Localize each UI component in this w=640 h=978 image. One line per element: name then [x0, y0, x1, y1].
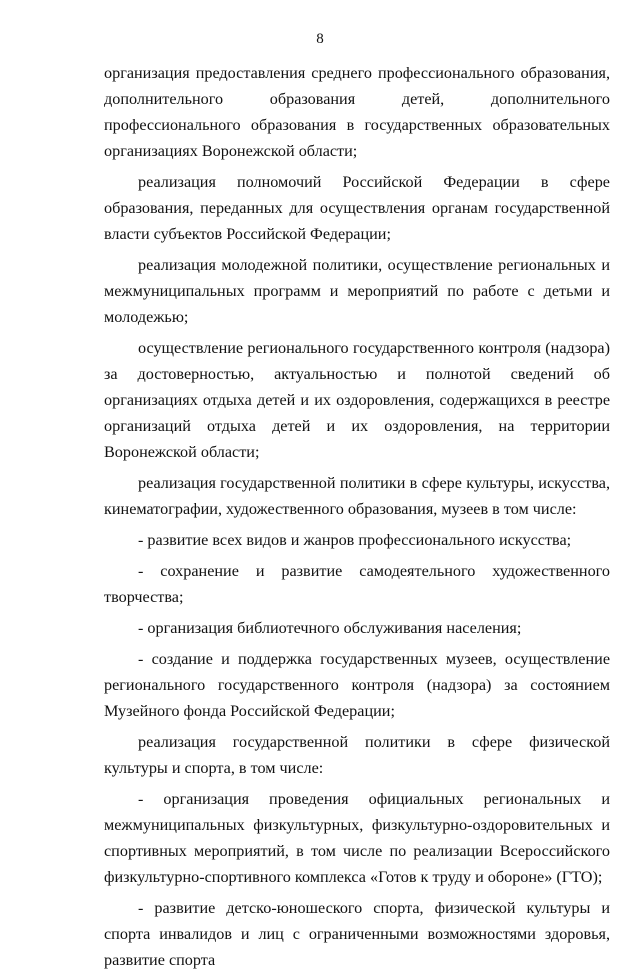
text-line: детей и их оздоровления, содержащихся в реестре организаций отдыха детей — [104, 391, 611, 435]
text-line: - сохранение и развитие самодеятельного художественного творчества; — [104, 562, 610, 606]
text-line: образования в государственных образовательных организациях Воронежской — [104, 116, 610, 160]
paragraph — [104, 470, 610, 522]
text-line: фонда Российской Федерации; — [183, 702, 395, 720]
text-line: - организация библиотечного обслуживания населения; — [138, 619, 522, 637]
text-line: Российской Федерации; — [226, 225, 391, 243]
text-line: области; — [298, 142, 358, 160]
text-line: межмуниципальных физкультурных, физкультурно-оздоровительных и — [104, 816, 610, 834]
text-line: межмуниципальных программ и мероприятий по работе с детьми и — [104, 282, 610, 300]
text-line: реализация государственной политики в сфере физической культуры и — [104, 733, 610, 777]
text-line: молодежью; — [104, 308, 189, 326]
text-line: реализация государственной политики в сфере культуры, искусства, — [138, 474, 610, 492]
text-line: инвалидов и лиц с ограниченными возможностями здоровья, развитие спорта — [104, 925, 610, 969]
text-line: спортивных мероприятий, в том числе по реализации Всероссийского — [104, 842, 610, 860]
list-item — [104, 786, 610, 890]
page-number: 8 — [316, 31, 324, 47]
text-line: спорта, в том числе: — [184, 759, 324, 777]
list-item — [104, 646, 610, 724]
list-item — [104, 527, 610, 553]
text-line: осуществление регионального государственного контроля (надзора) за — [104, 339, 610, 383]
text-line: реализация полномочий Российской Федерации в сфере образования, — [104, 173, 610, 217]
text-line: физкультурно-спортивного комплекса «Готов к труду и обороне» (ГТО); — [104, 868, 603, 886]
paragraph — [104, 60, 610, 164]
text-line: переданных для осуществления органам государственной власти субъектов — [104, 199, 610, 243]
text-line: реализация молодежной политики, осуществление региональных и — [138, 256, 610, 274]
text-line: регионального государственного контроля (надзора) за состоянием Музейного — [104, 676, 610, 720]
list-item — [104, 615, 610, 641]
text-line: достоверностью, актуальностью и полнотой сведений об организациях отдыха — [104, 365, 610, 409]
text-line: дополнительного образования детей, дополнительного профессионального — [104, 90, 610, 134]
text-line: организация предоставления среднего профессионального образования, — [104, 64, 610, 82]
paragraph — [104, 252, 610, 330]
paragraph — [104, 335, 610, 465]
text-line: и их оздоровления, на территории Воронежской области; — [104, 417, 611, 461]
paragraph — [104, 729, 610, 781]
document-body — [104, 60, 610, 978]
text-line: кинематографии, художественного образования, музеев в том числе: — [104, 500, 577, 518]
paragraph — [104, 169, 610, 247]
text-line: - организация проведения официальных региональных и — [138, 790, 610, 808]
list-item — [104, 895, 610, 973]
list-item — [104, 558, 610, 610]
text-line: - развитие всех видов и жанров профессионального искусства; — [138, 531, 572, 549]
text-line: - создание и поддержка государственных музеев, осуществление — [138, 650, 610, 668]
text-line: - развитие детско-юношеского спорта, физической культуры и спорта — [104, 899, 610, 943]
